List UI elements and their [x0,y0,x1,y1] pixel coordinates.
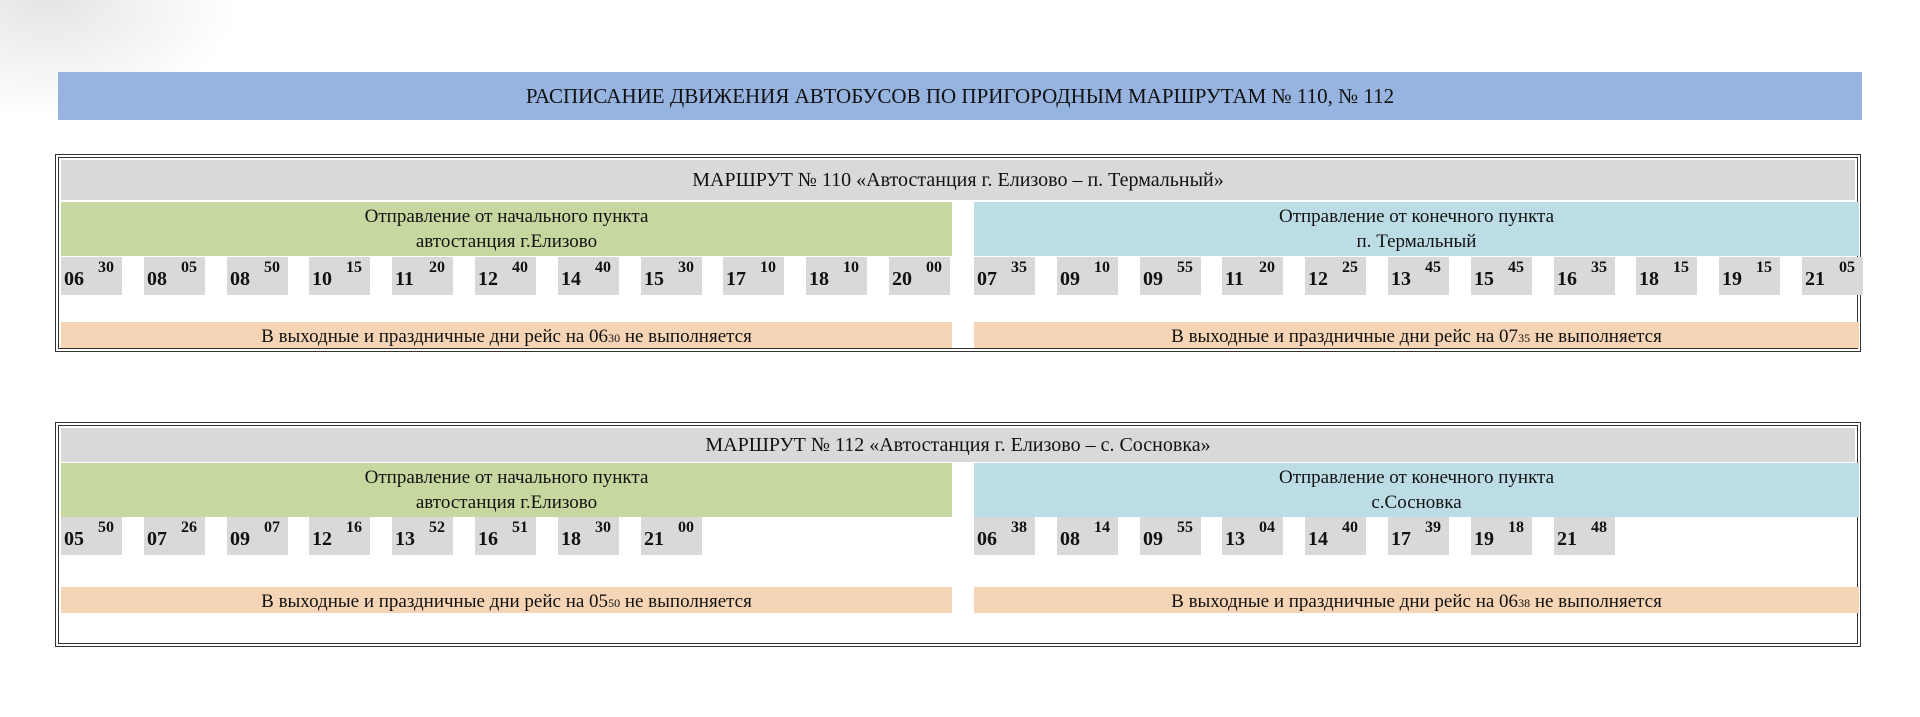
departure-minutes: 25 [1342,259,1358,276]
departure-hour: 09 [1143,528,1163,550]
departure-minutes: 35 [1011,259,1027,276]
departure-minutes: 40 [595,259,611,276]
departure-hour: 17 [1391,528,1411,550]
departure-time [309,517,370,555]
departure-minutes: 30 [595,519,611,536]
route-110-block [55,154,1861,352]
departure-hour: 19 [1722,268,1742,290]
departure-times-end [974,517,1859,555]
departure-hour: 17 [726,268,746,290]
departure-time [1305,257,1366,295]
departure-minutes: 18 [1508,519,1524,536]
departure-hour: 18 [809,268,829,290]
departure-minutes: 10 [1094,259,1110,276]
departure-time [558,517,619,555]
departure-hour: 18 [1639,268,1659,290]
departure-minutes: 40 [512,259,528,276]
departure-minutes: 14 [1094,519,1110,536]
departure-time [61,257,122,295]
departure-hour: 06 [977,528,997,550]
departure-times-end [974,257,1859,295]
departure-hour: 15 [1474,268,1494,290]
departure-time [974,517,1035,555]
departure-minutes: 00 [926,259,942,276]
note-text: В выходные и праздничные дни рейс на 06 [261,326,609,347]
departure-hour: 09 [1060,268,1080,290]
departure-time [1636,257,1697,295]
departure-from-start-header [61,202,952,256]
departure-time [475,257,536,295]
header-line2: автостанция г.Елизово [415,231,598,252]
note-text: В выходные и праздничные дни рейс на 06 [1171,591,1519,612]
departure-time [558,257,619,295]
departure-hour: 21 [644,528,664,550]
departure-time [144,257,205,295]
note-text: В выходные и праздничные дни рейс на 07 [1171,326,1519,347]
departure-time [1057,517,1118,555]
departure-hour: 09 [230,528,250,550]
note-text-end: не выполняется [1530,326,1662,347]
departure-minutes: 15 [1673,259,1689,276]
departure-hour: 11 [1225,268,1244,290]
departure-from-end-header [974,463,1859,517]
departure-time [1305,517,1366,555]
departure-minutes: 50 [264,259,280,276]
header-line1: Отправление от начального пункта [364,467,649,488]
departure-time [641,257,702,295]
header-line1: Отправление от конечного пункта [1278,206,1555,227]
departure-hour: 13 [395,528,415,550]
weekend-note-start [61,587,952,613]
departure-minutes: 55 [1177,519,1193,536]
departure-minutes: 20 [1259,259,1275,276]
departure-time [1554,517,1615,555]
weekend-note-start [61,322,952,348]
departure-time [1140,257,1201,295]
departure-hour: 10 [312,268,332,290]
departure-minutes: 55 [1177,259,1193,276]
departure-minutes: 48 [1591,519,1607,536]
departure-time [889,257,950,295]
note-text-end: не выполняется [620,326,752,347]
weekend-note-end [974,587,1859,613]
route-title: МАРШРУТ № 112 «Автостанция г. Елизово – с. Сосновка» [61,428,1855,462]
note-minutes: 38 [1518,596,1531,610]
departure-minutes: 45 [1425,259,1441,276]
departure-time [806,257,867,295]
departure-times-start [61,517,952,555]
note-text: В выходные и праздничные дни рейс на 05 [261,591,609,612]
departure-minutes: 35 [1591,259,1607,276]
departure-time [1471,257,1532,295]
departure-minutes: 30 [678,259,694,276]
departure-minutes: 10 [843,259,859,276]
departure-time [1140,517,1201,555]
schedule-title: РАСПИСАНИЕ ДВИЖЕНИЯ АВТОБУСОВ ПО ПРИГОРОДНЫМ МАРШРУТАМ № 110, № 112 [58,72,1862,120]
departure-hour: 18 [561,528,581,550]
departure-minutes: 30 [98,259,114,276]
departure-hour: 07 [147,528,167,550]
route-112-block [55,422,1861,647]
note-minutes: 50 [608,596,621,610]
departure-hour: 06 [64,268,84,290]
departure-time [1719,257,1780,295]
departure-minutes: 50 [98,519,114,536]
departure-hour: 21 [1805,268,1825,290]
weekend-note-end [974,322,1859,348]
departure-time [1057,257,1118,295]
departure-from-end-header [974,202,1859,256]
departure-hour: 07 [977,268,997,290]
departure-minutes: 10 [760,259,776,276]
departure-time [61,517,122,555]
departure-hour: 19 [1474,528,1494,550]
departure-hour: 12 [478,268,498,290]
header-line2: с.Сосновка [1371,492,1462,513]
departure-from-start-header [61,463,952,517]
departure-minutes: 04 [1259,519,1275,536]
departure-time [641,517,702,555]
departure-hour: 14 [1308,528,1328,550]
departure-minutes: 39 [1425,519,1441,536]
departure-time [974,257,1035,295]
departure-hour: 21 [1557,528,1577,550]
departure-minutes: 52 [429,519,445,536]
departure-time [1554,257,1615,295]
departure-minutes: 51 [512,519,528,536]
departure-hour: 20 [892,268,912,290]
departure-hour: 11 [395,268,414,290]
departure-time [309,257,370,295]
departure-time [1388,517,1449,555]
departure-minutes: 16 [346,519,362,536]
departure-time [392,257,453,295]
departure-minutes: 38 [1011,519,1027,536]
departure-minutes: 20 [429,259,445,276]
departure-time [1388,257,1449,295]
departure-time [227,257,288,295]
departure-time [1471,517,1532,555]
departure-hour: 08 [230,268,250,290]
departure-minutes: 15 [1756,259,1772,276]
departure-time [1222,257,1283,295]
departure-time [1802,257,1863,295]
header-line1: Отправление от начального пункта [364,206,649,227]
note-text-end: не выполняется [1530,591,1662,612]
departure-hour: 14 [561,268,581,290]
departure-hour: 16 [478,528,498,550]
note-minutes: 30 [608,331,621,345]
header-line2: п. Термальный [1356,231,1477,252]
departure-time [475,517,536,555]
departure-hour: 13 [1391,268,1411,290]
departure-hour: 05 [64,528,84,550]
departure-hour: 08 [147,268,167,290]
route-title: МАРШРУТ № 110 «Автостанция г. Елизово – п. Термальный» [61,160,1855,200]
departure-hour: 08 [1060,528,1080,550]
note-text-end: не выполняется [620,591,752,612]
departure-time [227,517,288,555]
departure-hour: 13 [1225,528,1245,550]
departure-minutes: 05 [1839,259,1855,276]
departure-minutes: 07 [264,519,280,536]
departure-minutes: 15 [346,259,362,276]
departure-minutes: 40 [1342,519,1358,536]
departure-minutes: 26 [181,519,197,536]
departure-time [723,257,784,295]
departure-times-start [61,257,952,295]
note-minutes: 35 [1518,331,1531,345]
departure-hour: 12 [312,528,332,550]
departure-hour: 09 [1143,268,1163,290]
departure-hour: 16 [1557,268,1577,290]
departure-time [144,517,205,555]
header-line2: автостанция г.Елизово [415,492,598,513]
departure-minutes: 00 [678,519,694,536]
departure-minutes: 45 [1508,259,1524,276]
departure-time [1222,517,1283,555]
header-line1: Отправление от конечного пункта [1278,467,1555,488]
departure-hour: 12 [1308,268,1328,290]
departure-hour: 15 [644,268,664,290]
departure-minutes: 05 [181,259,197,276]
departure-time [392,517,453,555]
